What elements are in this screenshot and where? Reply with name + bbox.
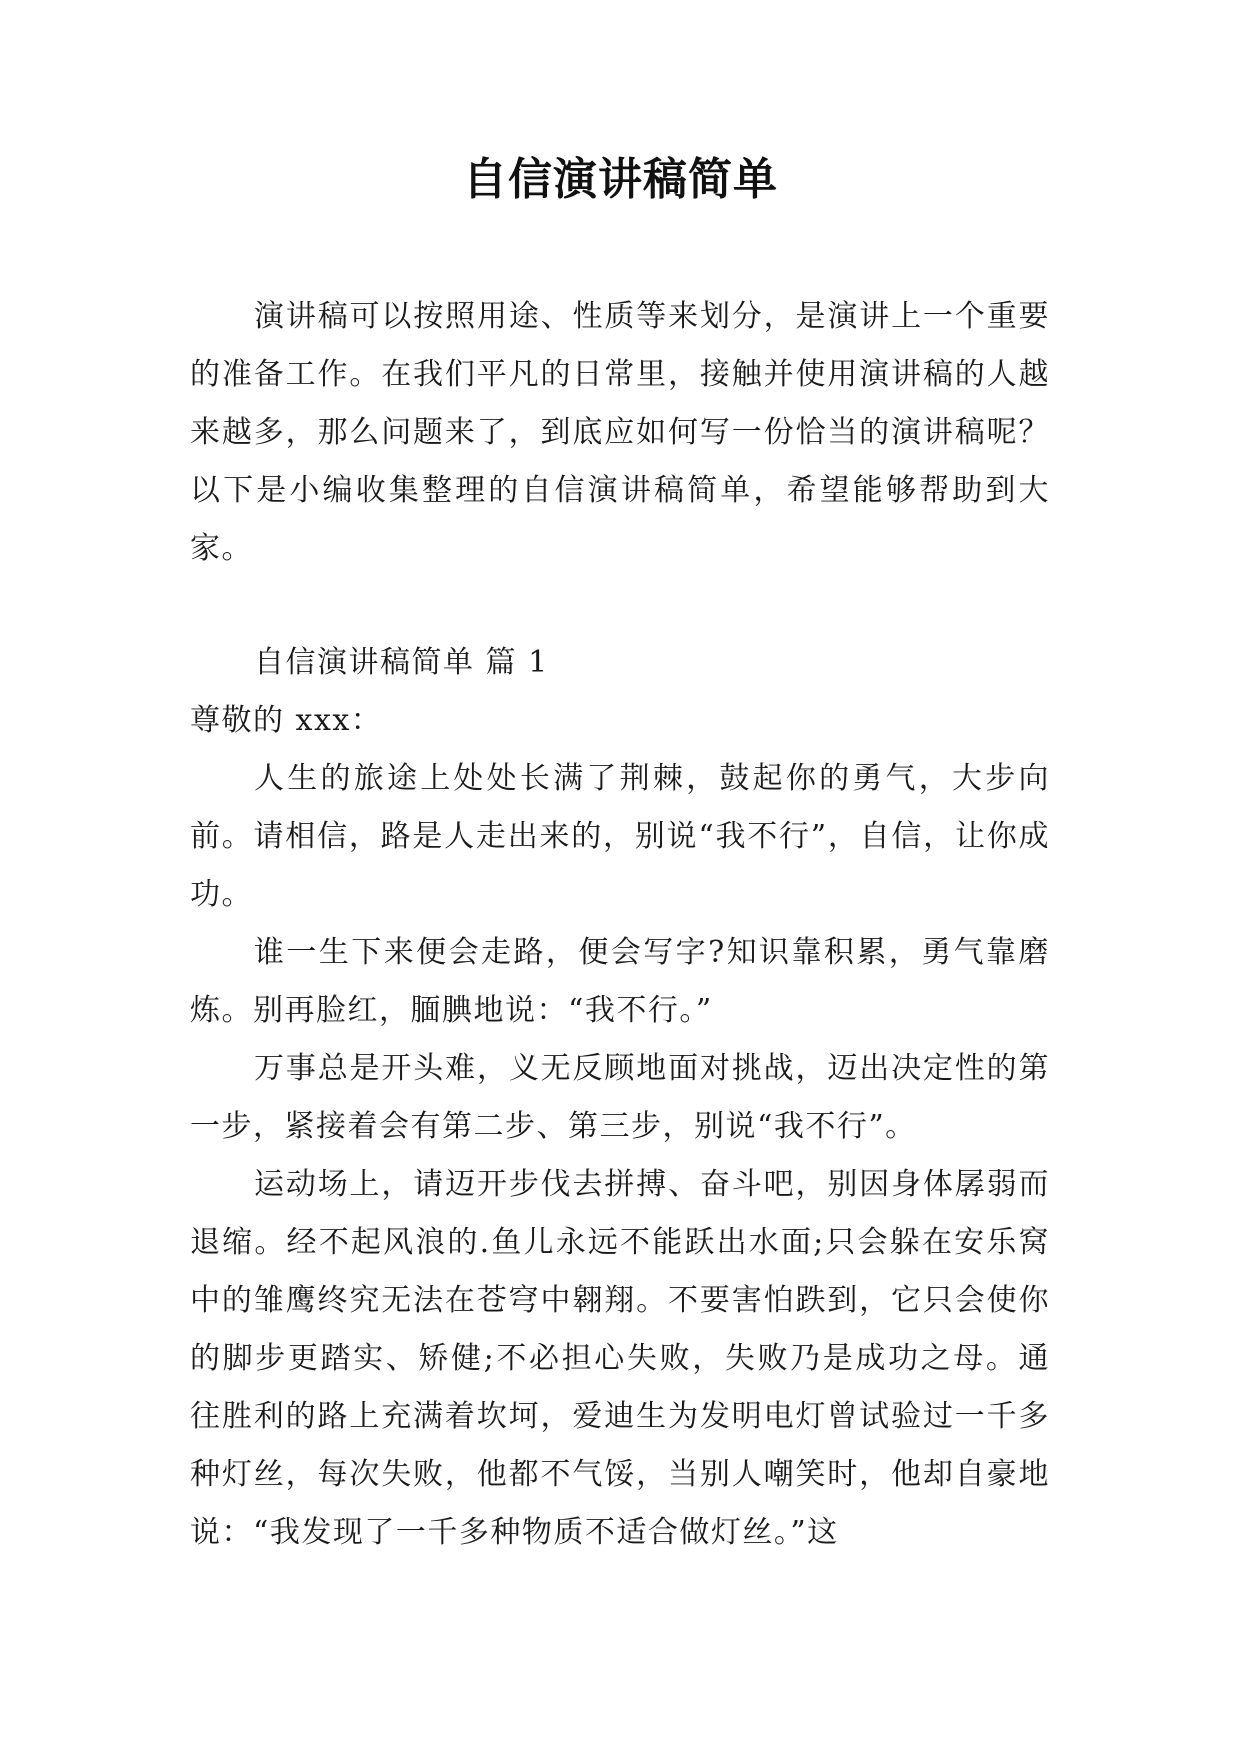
intro-text: 演讲稿可以按照用途、性质等来划分，是演讲上一个重要的准备工作。在我们平凡的日常里，接触并使用演讲稿的人越来越多，那么问题来了，到底应如何写一份恰当的演讲稿呢？以下是小编收集整理的自信演讲稿简单，希望能够帮助到大家。 xyxy=(190,299,1050,566)
body-paragraph-4: 运动场上，请迈开步伐去拼搏、奋斗吧，别因身体孱弱而退缩。经不起风浪的.鱼儿永远不能跃出水面;只会躲在安乐窝中的雏鹰终究无法在苍穹中翱翔。不要害怕跌到，它只会使你的脚步更踏实、矫健;不必担心失败，失败乃是成功之母。通往胜利的路上充满着坎坷，爱迪生为发明电灯曾试验过一千多种灯丝，每次失败，他都不气馁，当别人嘲笑时，他却自豪地说：“我发现了一千多种物质不适合做灯丝。”这 xyxy=(190,1167,1050,1550)
salutation: 尊敬的 xxx： xyxy=(190,703,383,738)
intro-paragraph xyxy=(190,288,1050,578)
body-paragraph-1: 人生的旅途上处处长满了荆棘，鼓起你的勇气，大步向前。请相信，路是人走出来的，别说“我不行”，自信，让你成功。 xyxy=(190,761,1050,912)
body-paragraph-3: 万事总是开头难，义无反顾地面对挑战，迈出决定性的第一步，紧接着会有第二步、第三步，别说“我不行”。 xyxy=(190,1051,1050,1144)
document-title: 自信演讲稿简单 xyxy=(463,154,778,205)
section-heading: 自信演讲稿简单 篇 1 xyxy=(254,645,549,680)
article-section xyxy=(190,634,1050,1562)
body-paragraph-2: 谁一生下来便会走路，便会写字?知识靠积累，勇气靠磨炼。别再脸红，腼腆地说：“我不行。” xyxy=(190,935,1050,1028)
